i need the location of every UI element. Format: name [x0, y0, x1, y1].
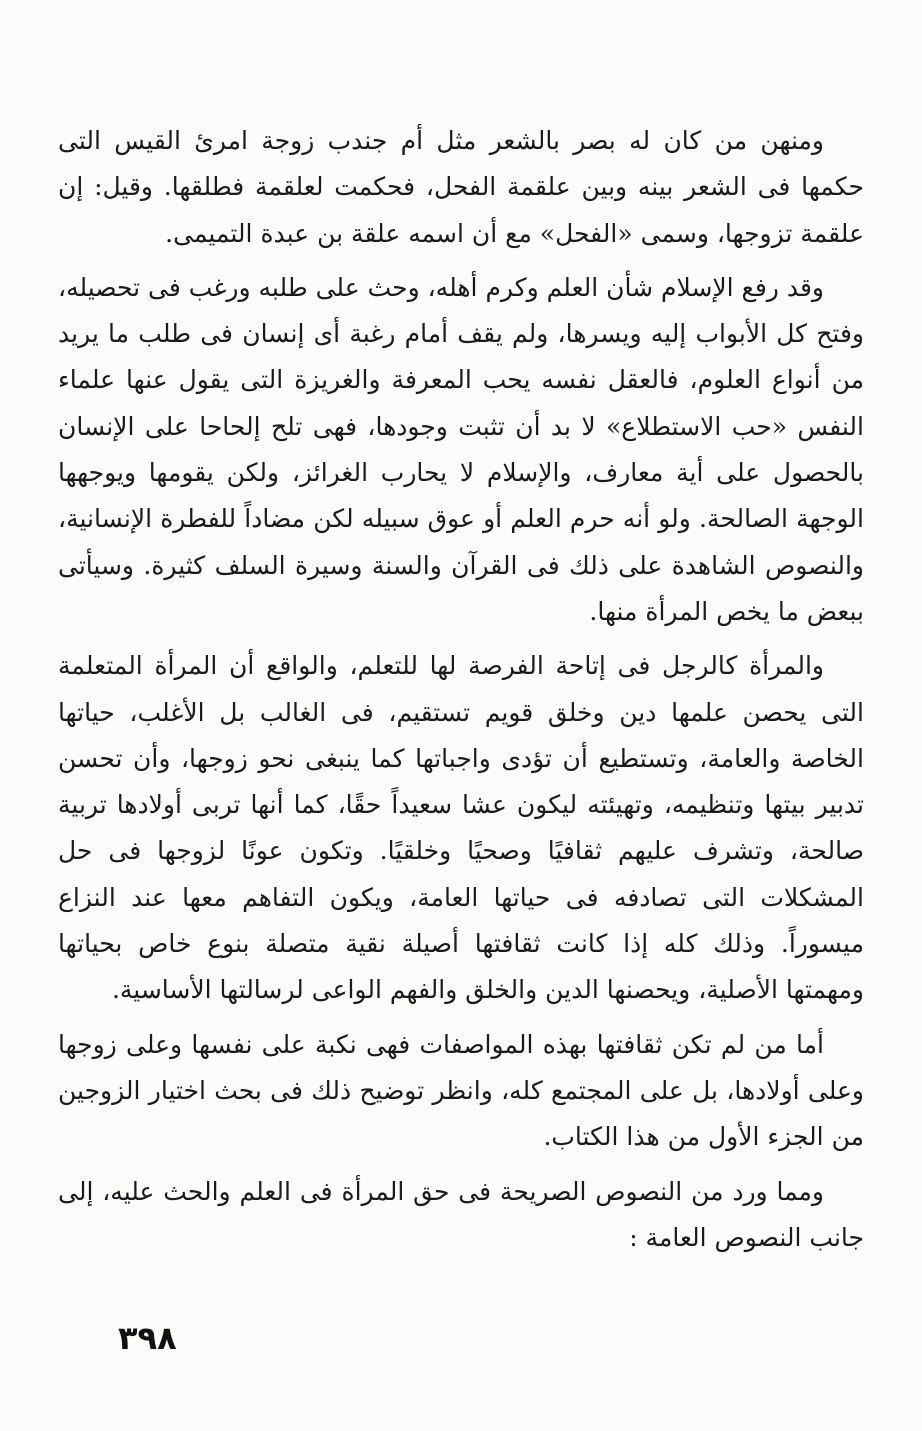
- paragraph-2: وقد رفع الإسلام شأن العلم وكرم أهله، وحث على طلبه ورغب فى تحصيله، وفتح كل الأبواب إليه ويسرها، ولم يقف أمام رغبة أى إنسان فى طلب ما يريد من أنواع العلوم، فالعقل نفسه يحب المعرفة والغريزة التى يقول عنها علماء النفس «حب الاستطلاع» لا بد أن تثبت وجودها، فهى تلح إلحاحا على الإنسان بالحصول على أية معارف، والإسلام لا يحارب الغرائز، ولكن يقومها ويوجهها الوجهة الصالحة. ولو أنه حرم العلم أو عوق سبيله لكن مضاداً للفطرة الإنسانية، والنصوص الشاهدة على ذلك فى القرآن والسنة وسيرة السلف كثيرة. وسيأتى ببعض ما يخص المرأة منها.: [58, 272, 864, 626]
- paragraph-1: ومنهن من كان له بصر بالشعر مثل أم جندب زوجة امرئ القيس التى حكمها فى الشعر بينه وبين علقمة الفحل، فحكمت لعلقمة فطلقها. وقيل: إن علقمة تزوجها، وسمى «الفحل» مع أن اسمه علقة بن عبدة التميمى.: [58, 126, 864, 248]
- page-number: ٣٩٨: [118, 1319, 177, 1357]
- paragraph-5: ومما ورد من النصوص الصريحة فى حق المرأة فى العلم والحث عليه، إلى جانب النصوص العامة :: [58, 1176, 864, 1252]
- paragraph-4: أما من لم تكن ثقافتها بهذه المواصفات فهى نكبة على نفسها وعلى زوجها وعلى أولادها، بل على المجتمع كله، وانظر توضيح ذلك فى بحث اختيار الزوجين من الجزء الأول من هذا الكتاب.: [58, 1029, 864, 1152]
- paragraph-3: والمرأة كالرجل فى إتاحة الفرصة لها للتعلم، والواقع أن المرأة المتعلمة التى يحصن علمها دين وخلق قويم تستقيم، فى الغالب بل الأغلب، حياتها الخاصة والعامة، وتستطيع أن تؤدى واجباتها كما ينبغى نحو زوجها، وأن تحسن تدبير بيتها وتنظيمه، وتهيئته ليكون عشا سعيداً حقًا، كما أنها تربى أولادها تربية صالحة، وتشرف عليهم ثقافيًا وصحيًا وخلقيًا. وتكون عونًا لزوجها فى حل المشكلات التى تصادفه فى حياتها العامة، ويكون التفاهم معها عند النزاع ميسوراً. وذلك كله إذا كانت ثقافتها أصيلة نقية متصلة بنوع خاص بحياتها ومهمتها الأصلية، ويحصنها الدين والخلق والفهم الواعى لرسالتها الأساسية.: [58, 651, 864, 1005]
- body-text: [58, 118, 864, 1269]
